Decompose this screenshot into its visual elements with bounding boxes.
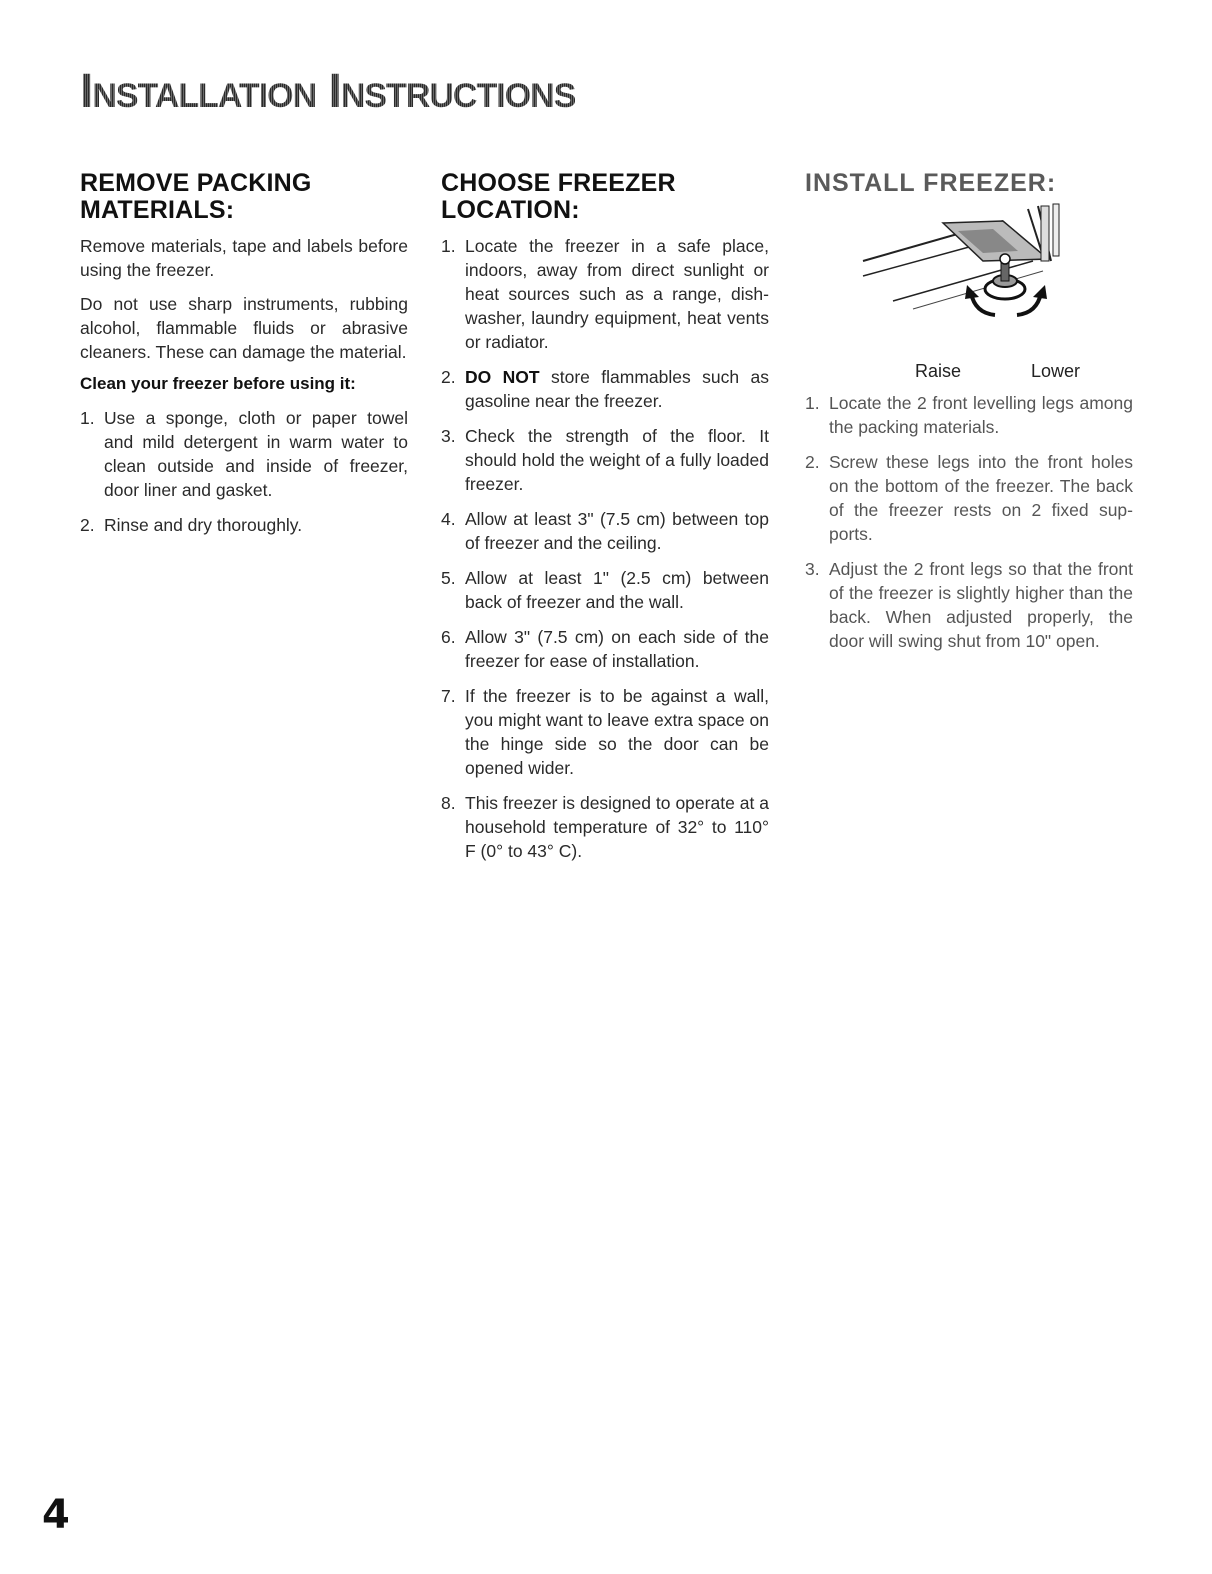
list-item: 5. Allow at least 1" (2.5 cm) between back of freezer and the wall. xyxy=(441,568,769,612)
list-item: 1. Locate the 2 front levelling legs among the packing materials. xyxy=(805,393,1133,437)
heading-line: REMOVE PACKING xyxy=(80,169,312,197)
list-item: 6. Allow 3" (7.5 cm) on each side of the freezer for ease of installation. xyxy=(441,627,769,671)
lower-label: Lower xyxy=(1031,361,1081,381)
remove-packing-heading xyxy=(80,170,408,224)
cleaning-steps xyxy=(80,406,408,537)
page-title: Installation Instructions xyxy=(80,62,575,122)
list-item: 2. Screw these legs into the front holes on the bottom of the freezer. The back of the freezer rests on 2 fixed sup-ports. xyxy=(805,452,1133,544)
install-freezer-section xyxy=(805,170,1133,664)
list-item: 4. Allow at least 3" (7.5 cm) between top of freezer and the ceiling. xyxy=(441,509,769,553)
heading-line: MATERIALS: xyxy=(80,196,235,224)
list-item: 1. Locate the freezer in a safe place, indoors, away from direct sunlight or heat sources such as a range, dish-washer, laundry equipment, heat vents or radiator. xyxy=(441,236,769,352)
list-item: 8. This freezer is designed to operate at a household temperature of 32° to 110° F (0° to 43° C). xyxy=(441,793,769,861)
choose-location-section xyxy=(441,170,769,874)
install-steps xyxy=(805,391,1133,653)
subheading: Clean your freezer before using it: xyxy=(80,374,356,393)
raise-label: Raise xyxy=(915,361,962,381)
list-item: 3. Check the strength of the floor. It should hold the weight of a fully loaded freezer. xyxy=(441,426,769,494)
remove-packing-section xyxy=(80,170,408,548)
heading-line: CHOOSE FREEZER xyxy=(441,169,676,197)
levelling-leg-diagram xyxy=(805,201,1133,391)
paragraph: Do not use sharp instruments, rubbing alcohol, flammable fluids or abrasive cleaners. These can damage the material. xyxy=(80,294,408,362)
heading-line: LOCATION: xyxy=(441,196,580,224)
choose-location-heading xyxy=(441,170,769,224)
list-item: 7. If the freezer is to be against a wall, you might want to leave extra space on the hinge side so the door can be opened wider. xyxy=(441,686,769,778)
list-item: 2. DO NOT store flammables such as gasoline near the freezer. xyxy=(441,367,769,411)
install-freezer-heading: INSTALL FREEZER: xyxy=(805,169,1057,197)
location-steps xyxy=(441,234,769,863)
paragraph: Remove materials, tape and labels before using the freezer. xyxy=(80,236,408,280)
page-number: 4 xyxy=(42,1492,70,1538)
list-item: 3. Adjust the 2 front legs so that the front of the freezer is slightly higher than the back. When adjusted properly, the door will swing shut from 10" open. xyxy=(805,559,1133,651)
levelling-leg-illustration xyxy=(853,201,1093,361)
list-item: 1. Use a sponge, cloth or paper towel and mild detergent in warm water to clean outside and inside of freezer, door liner and gasket. xyxy=(80,408,408,500)
warning-text: DO NOT xyxy=(465,367,540,387)
list-item: 2. Rinse and dry thoroughly. xyxy=(80,515,303,535)
